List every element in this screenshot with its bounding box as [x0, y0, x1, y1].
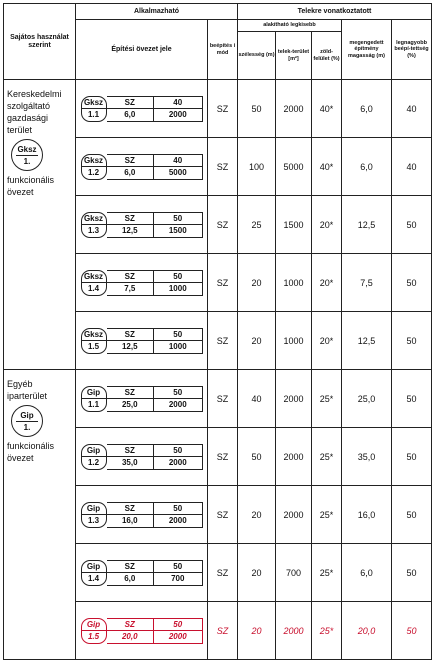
header-zone-sign: Építési övezet jele — [76, 20, 208, 80]
green-value: 25* — [312, 428, 342, 486]
header-smallest: alakítható legkisebb — [238, 20, 342, 32]
width-value: 20 — [238, 486, 276, 544]
zone-circle-symbol — [11, 405, 43, 437]
zone-mode: SZ — [107, 271, 155, 283]
zone-max-built: 50 — [154, 213, 202, 225]
zone-sign-cell — [76, 138, 208, 196]
green-value: 25* — [312, 486, 342, 544]
built-value: 50 — [392, 312, 432, 370]
build-mode-value: SZ — [208, 80, 238, 138]
height-value: 35,0 — [342, 428, 392, 486]
zone-circle-symbol — [11, 139, 43, 171]
green-value: 20* — [312, 196, 342, 254]
zone-height: 20,0 — [107, 631, 155, 643]
zone-height: 12,5 — [107, 225, 155, 237]
green-value: 40* — [312, 80, 342, 138]
zone-max-built: 50 — [154, 503, 202, 515]
zone-sign — [81, 270, 203, 296]
zone-sign-cell — [76, 544, 208, 602]
width-value: 40 — [238, 370, 276, 428]
build-mode-value: SZ — [208, 138, 238, 196]
header-green: zöld-felület (%) — [312, 32, 342, 80]
category-text: szolgáltató — [7, 101, 51, 111]
zone-code: Gip — [82, 561, 106, 574]
area-value: 700 — [276, 544, 312, 602]
zone-mode: SZ — [107, 387, 155, 399]
height-value: 25,0 — [342, 370, 392, 428]
category-suffix: funkcionális — [7, 441, 55, 451]
green-value: 40* — [312, 138, 342, 196]
table-row — [4, 80, 432, 138]
area-value: 2000 — [276, 370, 312, 428]
build-mode-value: SZ — [208, 370, 238, 428]
header-applicable: Alkalmazható — [76, 4, 238, 20]
zone-height: 12,5 — [107, 341, 155, 353]
zone-num: 1.4 — [87, 574, 100, 584]
zone-min-plot: 700 — [171, 574, 185, 583]
height-value: 20,0 — [342, 602, 392, 660]
zone-min-plot: 1000 — [168, 342, 187, 351]
zone-code: Gksz — [82, 97, 106, 110]
area-value: 2000 — [276, 486, 312, 544]
zone-min-plot: 1000 — [168, 284, 187, 293]
category-text: terület — [7, 125, 33, 135]
zone-min-plot: 2000 — [168, 110, 187, 119]
built-value: 50 — [392, 254, 432, 312]
zone-max-built: 50 — [154, 561, 202, 573]
area-value: 2000 — [276, 602, 312, 660]
category-suffix: övezet — [7, 187, 34, 197]
zone-mode: SZ — [107, 97, 155, 109]
build-mode-value: SZ — [208, 486, 238, 544]
zone-num: 1.4 — [87, 284, 100, 294]
area-value: 2000 — [276, 80, 312, 138]
zone-height: 16,0 — [107, 515, 155, 527]
zone-code: Gip — [82, 387, 106, 400]
zone-sign-cell — [76, 196, 208, 254]
zone-mode: SZ — [107, 561, 155, 573]
width-value: 25 — [238, 196, 276, 254]
zone-sign — [81, 386, 203, 412]
zone-num: 1.2 — [87, 458, 100, 468]
zone-num: 1.1 — [87, 110, 100, 120]
height-value: 12,5 — [342, 312, 392, 370]
height-value: 7,5 — [342, 254, 392, 312]
table-row — [4, 370, 432, 428]
zone-sign — [81, 560, 203, 586]
width-value: 50 — [238, 80, 276, 138]
category-cell — [4, 370, 76, 660]
category-cell — [4, 80, 76, 370]
zone-mode: SZ — [107, 445, 155, 457]
zone-num: 1.3 — [87, 516, 100, 526]
height-value: 12,5 — [342, 196, 392, 254]
zone-sign — [81, 618, 203, 644]
zone-code: Gksz — [82, 155, 106, 168]
built-value: 50 — [392, 370, 432, 428]
header-area: telek-terület [m²] — [276, 32, 312, 80]
width-value: 20 — [238, 602, 276, 660]
green-value: 25* — [312, 602, 342, 660]
header-build-mode: beépítés i mód — [208, 20, 238, 80]
width-value: 20 — [238, 254, 276, 312]
area-value: 1500 — [276, 196, 312, 254]
zone-min-plot: 2000 — [168, 400, 187, 409]
zone-sign-cell — [76, 602, 208, 660]
width-value: 50 — [238, 428, 276, 486]
width-value: 100 — [238, 138, 276, 196]
green-value: 25* — [312, 544, 342, 602]
zone-mode: SZ — [107, 155, 155, 167]
zone-sign — [81, 96, 203, 122]
green-value: 20* — [312, 312, 342, 370]
zone-sign — [81, 154, 203, 180]
zone-max-built: 40 — [154, 97, 202, 109]
zone-height: 6,0 — [107, 109, 155, 121]
built-value: 40 — [392, 138, 432, 196]
height-value: 6,0 — [342, 544, 392, 602]
built-value: 50 — [392, 428, 432, 486]
built-value: 40 — [392, 80, 432, 138]
zone-sign — [81, 502, 203, 528]
area-value: 5000 — [276, 138, 312, 196]
zone-height: 6,0 — [107, 167, 155, 179]
build-mode-value: SZ — [208, 254, 238, 312]
table-body — [4, 80, 432, 660]
zone-sign — [81, 328, 203, 354]
height-value: 6,0 — [342, 138, 392, 196]
zone-code: Gksz — [82, 271, 106, 284]
build-mode-value: SZ — [208, 544, 238, 602]
zone-code: Gip — [82, 503, 106, 516]
header-plot-requirements: Telekre vonatkoztatott — [238, 4, 432, 20]
built-value: 50 — [392, 544, 432, 602]
circle-number: 1. — [23, 156, 31, 166]
green-value: 25* — [312, 370, 342, 428]
header-height: megengedett építmény magasság (m) — [342, 20, 392, 80]
header-use: Sajátos használat szerint — [4, 4, 76, 80]
height-value: 6,0 — [342, 80, 392, 138]
zone-max-built: 50 — [154, 445, 202, 457]
zone-min-plot: 1500 — [168, 226, 187, 235]
zone-num: 1.1 — [87, 400, 100, 410]
circle-code: Gip — [20, 410, 34, 420]
zone-min-plot: 5000 — [168, 168, 187, 177]
circle-code: Gksz — [17, 144, 37, 154]
build-mode-value: SZ — [208, 602, 238, 660]
category-text: Egyéb — [7, 379, 33, 389]
width-value: 20 — [238, 312, 276, 370]
zone-sign-cell — [76, 254, 208, 312]
zone-max-built: 50 — [154, 619, 202, 631]
build-mode-value: SZ — [208, 196, 238, 254]
zone-num: 1.5 — [87, 632, 100, 642]
zone-max-built: 50 — [154, 387, 202, 399]
zone-sign-cell — [76, 80, 208, 138]
zone-max-built: 50 — [154, 329, 202, 341]
category-suffix: övezet — [7, 453, 34, 463]
zone-height: 7,5 — [107, 283, 155, 295]
area-value: 1000 — [276, 254, 312, 312]
zone-code: Gip — [82, 619, 106, 632]
zone-height: 35,0 — [107, 457, 155, 469]
category-suffix: funkcionális — [7, 175, 55, 185]
header-max-built: legnagyobb beépí-tettség (%) — [392, 20, 432, 80]
zone-code: Gksz — [82, 213, 106, 226]
zone-min-plot: 2000 — [168, 632, 187, 641]
circle-number: 1. — [23, 422, 31, 432]
built-value: 50 — [392, 486, 432, 544]
area-value: 1000 — [276, 312, 312, 370]
zone-code: Gksz — [82, 329, 106, 342]
zone-sign — [81, 212, 203, 238]
zone-num: 1.5 — [87, 342, 100, 352]
green-value: 20* — [312, 254, 342, 312]
built-value: 50 — [392, 602, 432, 660]
zone-min-plot: 2000 — [168, 516, 187, 525]
zone-num: 1.2 — [87, 168, 100, 178]
zone-min-plot: 2000 — [168, 458, 187, 467]
zone-sign-cell — [76, 312, 208, 370]
build-mode-value: SZ — [208, 428, 238, 486]
zone-sign-cell — [76, 428, 208, 486]
zone-mode: SZ — [107, 213, 155, 225]
width-value: 20 — [238, 544, 276, 602]
area-value: 2000 — [276, 428, 312, 486]
zoning-table — [3, 3, 432, 660]
zone-mode: SZ — [107, 619, 155, 631]
height-value: 16,0 — [342, 486, 392, 544]
zone-mode: SZ — [107, 503, 155, 515]
zone-mode: SZ — [107, 329, 155, 341]
zone-code: Gip — [82, 445, 106, 458]
category-text: iparterület — [7, 391, 48, 401]
zone-height: 6,0 — [107, 573, 155, 585]
built-value: 50 — [392, 196, 432, 254]
zone-max-built: 50 — [154, 271, 202, 283]
zone-height: 25,0 — [107, 399, 155, 411]
zone-sign — [81, 444, 203, 470]
zone-num: 1.3 — [87, 226, 100, 236]
zone-max-built: 40 — [154, 155, 202, 167]
build-mode-value: SZ — [208, 312, 238, 370]
category-text: gazdasági — [7, 113, 49, 123]
header-width: szélesség (m) — [238, 32, 276, 80]
zone-sign-cell — [76, 370, 208, 428]
category-text: Kereskedelmi — [7, 89, 62, 99]
zone-sign-cell — [76, 486, 208, 544]
